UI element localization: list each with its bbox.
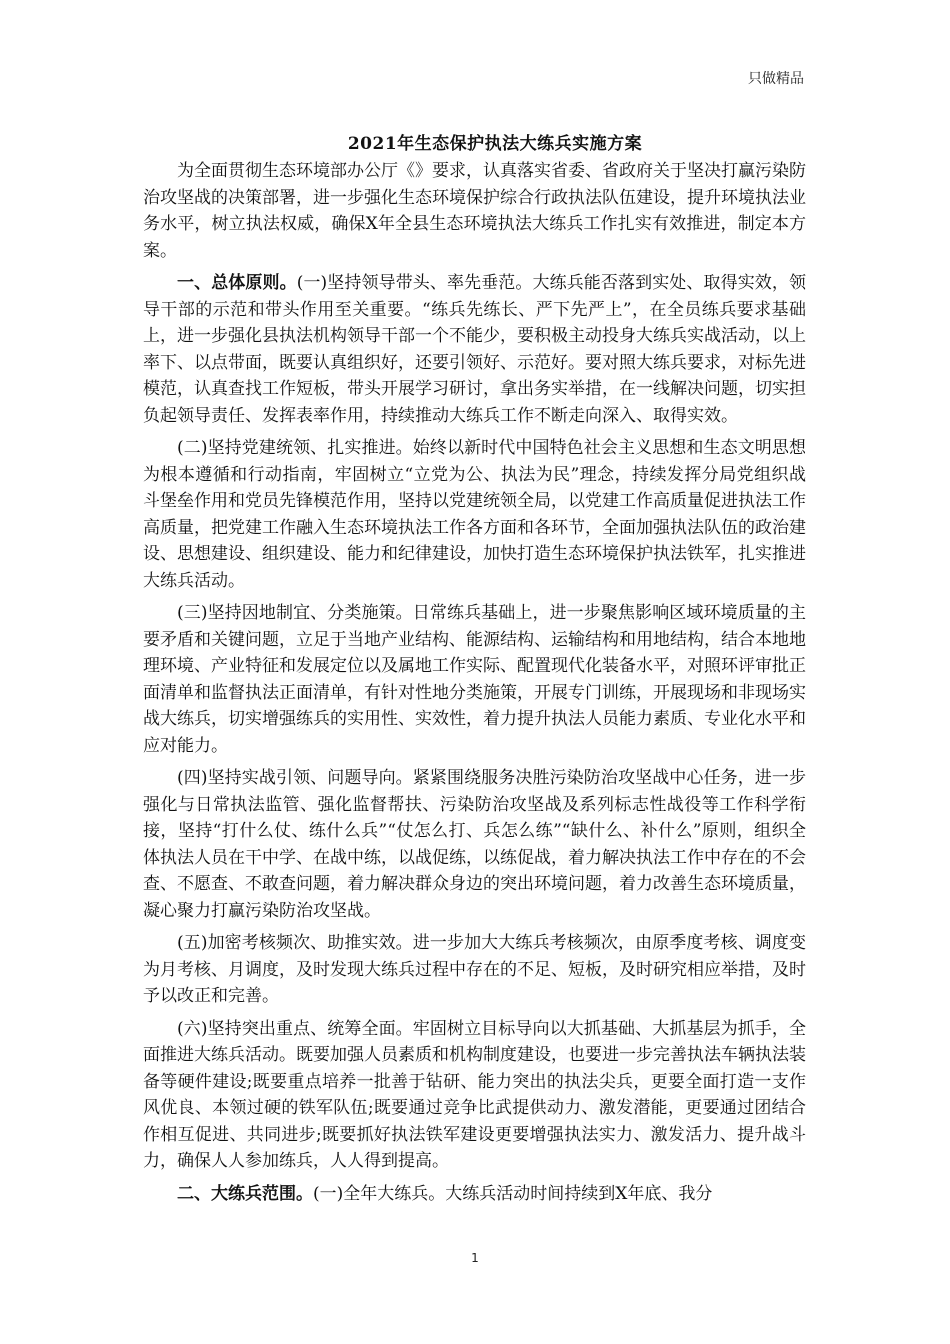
principle-paragraph-2: (二)坚持党建统领、扎实推进。始终以新时代中国特色社会主义思想和生态文明思想为根本遵循和行动指南，牢固树立“立党为公、执法为民”理念，持续发挥分局党组织战斗堡垒作用和党员先锋模范作用，坚持以党建统领全局，以党建工作高质量促进执法工作高质量，把党建工作融入生态环境执法工作各方面和各环节，全面加强执法队伍的政治建设、思想建设、组织建设、能力和纪律建设，加快打造生态环境保护执法铁军，扎实推进大练兵活动。 [143, 438, 806, 591]
page-number: 1 [471, 1251, 479, 1265]
scope-text-1: (一)全年大练兵。大练兵活动时间持续到X年底、我分 [313, 1183, 713, 1204]
principle-paragraph-3: (三)坚持因地制宜、分类施策。日常练兵基础上，进一步聚焦影响区域环境质量的主要矛盾和关键问题，立足于当地产业结构、能源结构、运输结构和用地结构，结合本地地理环境、产业特征和发展定位以及属地工作实际、配置现代化装备水平，对照环评审批正面清单和监督执法正面清单，有针对性地分类施策，开展专门训练，开展现场和非现场实战大练兵，切实增强练兵的实用性、实效性，着力提升执法人员能力素质、专业化水平和应对能力。 [143, 603, 806, 756]
principle-text-1: (一)坚持领导带头、率先垂范。大练兵能否落到实处、取得实效，领导干部的示范和带头作用至关重要。“练兵先练长、严下先严上”，在全员练兵要求基础上，进一步强化县执法机构领导干部一个不能少，要积极主动投身大练兵实战活动，以上率下、以点带面，既要认真组织好，还要引领好、示范好。要对照大练兵要求，对标先进模范，认真查找工作短板，带头开展学习研讨，拿出务实举措，在一线解决问题，切实担负起领导责任、发挥表率作用，持续推动大练兵工作不断走向深入、取得实效。 [143, 273, 807, 426]
document-title: 2021年生态保护执法大练兵实施方案 [347, 134, 643, 154]
principle-paragraph-6: (六)坚持突出重点、统筹全面。牢固树立目标导向以大抓基础、大抓基层为抓手，全面推进大练兵活动。既要加强人员素质和机构制度建设，也要进一步完善执法车辆执法装备等硬件建设;既要重点培养一批善于钻研、能力突出的执法尖兵，更要全面打造一支作风优良、本领过硬的铁军队伍;既要通过竞争比武提供动力、激发潜能，更要通过团结合作相互促进、共同进步;既要抓好执法铁军建设更要增强执法实力、激发活力、提升战斗力，确保人人参加练兵，人人得到提高。 [143, 1018, 806, 1171]
principle-paragraph-5: (五)加密考核频次、助推实效。进一步加大大练兵考核频次，由原季度考核、调度变为月考核、月调度，及时发现大练兵过程中存在的不足、短板，及时研究相应举措，及时予以改正和完善。 [143, 933, 806, 1006]
principle-paragraph-4: (四)坚持实战引领、问题导向。紧紧围绕服务决胜污染防治攻坚战中心任务，进一步强化与日常执法监管、强化监督帮扶、污染防治攻坚战及系列标志性战役等工作科学衔接，坚持“打什么仗、练什么兵”“仗怎么打、兵怎么练”“缺什么、补什么”原则，组织全体执法人员在干中学、在战中练，以战促练，以练促战，着力解决执法工作中存在的不会查、不愿查、不敢查问题，着力解决群众身边的突出环境问题，着力改善生态环境质量，凝心聚力打赢污染防治攻坚战。 [143, 768, 806, 921]
section-heading-scope: 二、大练兵范围。 [177, 1183, 313, 1204]
principle-paragraph-1 [143, 270, 806, 429]
document-body [143, 158, 806, 1207]
scope-paragraph-1 [143, 1181, 806, 1208]
intro-paragraph: 为全面贯彻生态环境部办公厅《》要求，认真落实省委、省政府关于坚决打赢污染防治攻坚战的决策部署，进一步强化生态环境保护综合行政执法队伍建设，提升环境执法业务水平，树立执法权威，确保X年全县生态环境执法大练兵工作扎实有效推进，制定本方案。 [143, 161, 806, 261]
section-heading-principles: 一、总体原则。 [177, 273, 297, 293]
header-note: 只做精品 [748, 71, 804, 87]
